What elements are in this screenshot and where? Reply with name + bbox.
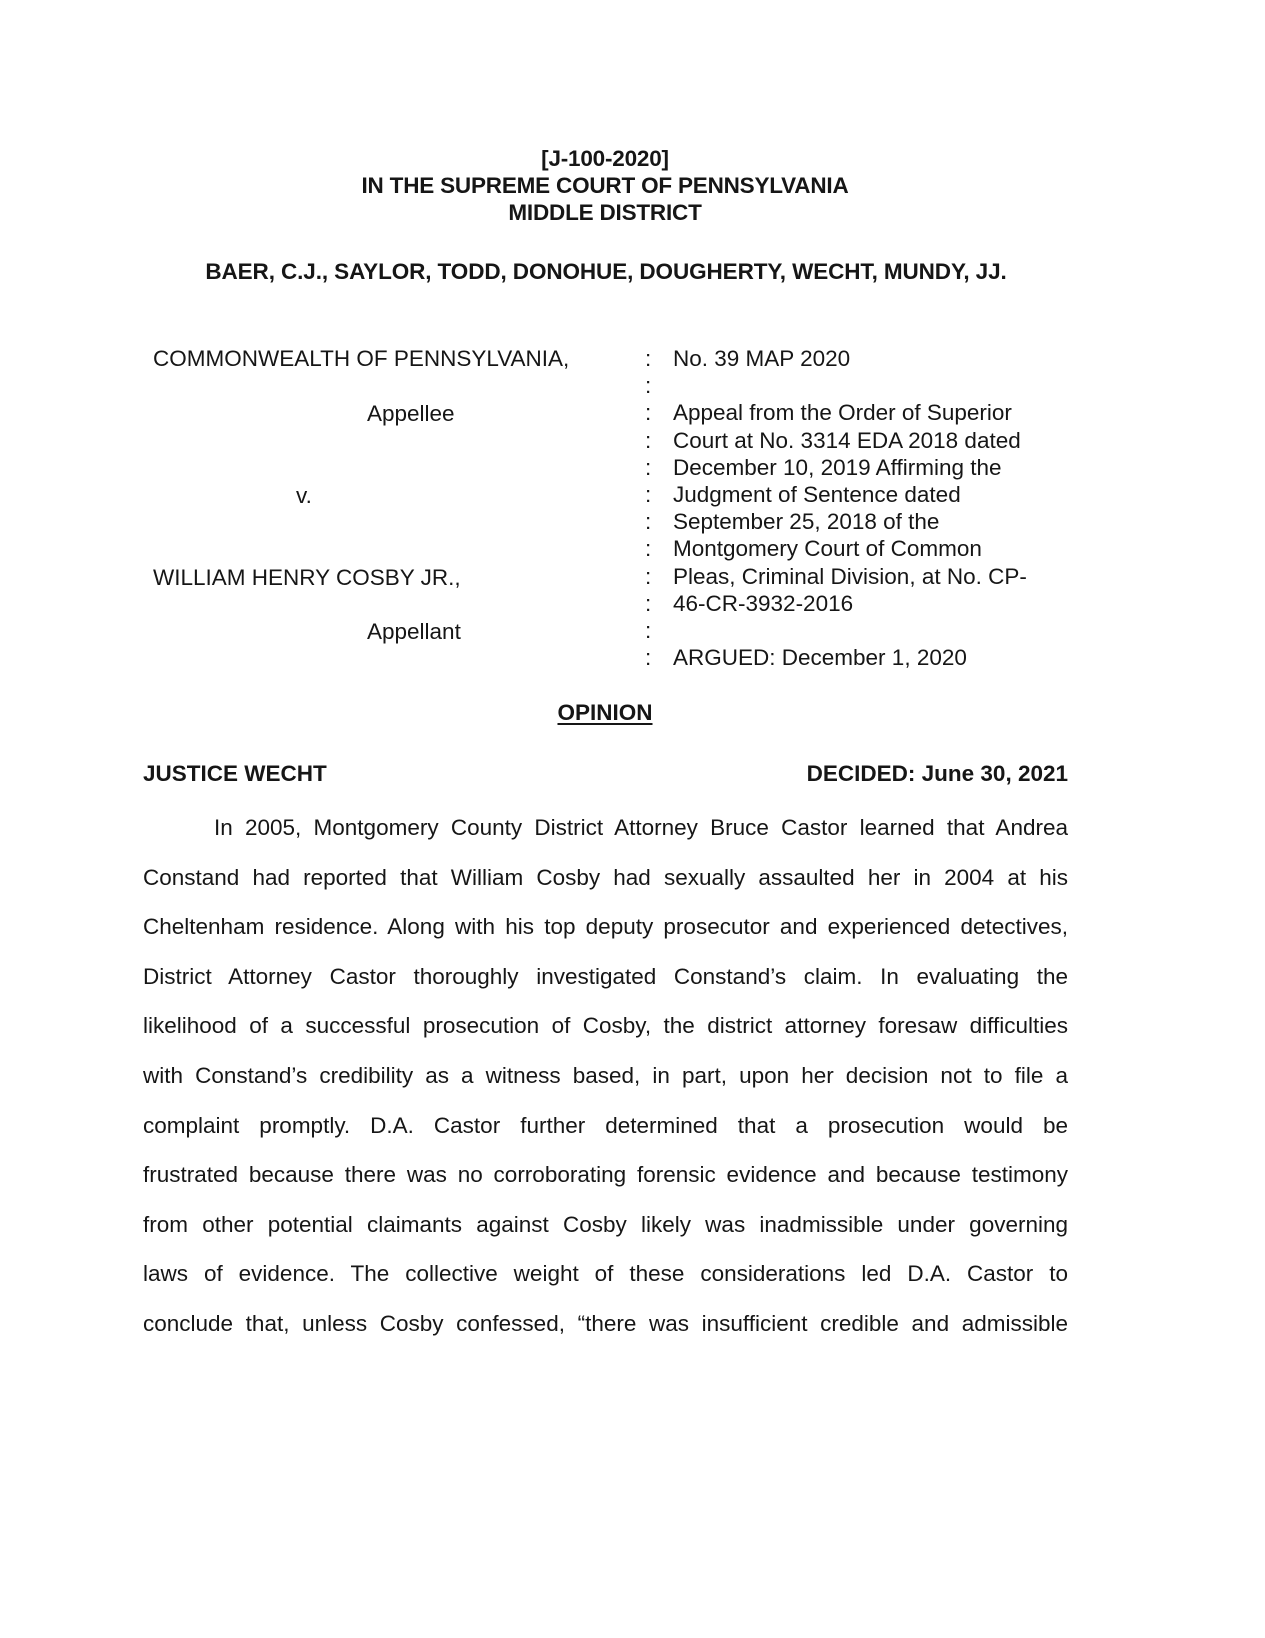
opinion-title: OPINION [557,700,653,725]
body-line: with Constand’s credibility as a witness based, in part, upon her decision not to file a [143,1062,1068,1088]
colon: : [645,563,652,589]
court-name: IN THE SUPREME COURT OF PENNSYLVANIA [361,173,849,198]
case-detail-line: December 10, 2019 Affirming the [673,454,1002,480]
case-number: No. 39 MAP 2020 [673,346,851,371]
body-line: Constand had reported that William Cosby had sexually assaulted her in 2004 at his [143,864,1068,890]
colon: : [645,509,652,535]
body-line: In 2005, Montgomery County District Attorney Bruce Castor learned that Andrea [214,815,1068,840]
case-details [673,345,1093,671]
opinion-author: JUSTICE WECHT [143,761,327,786]
opinion-byline [143,761,1068,787]
body-line: laws of evidence. The collective weight of these considerations led D.A. Castor to [143,1261,1068,1287]
colon: : [645,400,652,426]
colon: : [645,454,652,480]
body-line: complaint promptly. D.A. Castor further determined that a prosecution would be [143,1112,1068,1138]
appellee-role: Appellee [367,401,455,426]
body-line: from other potential claimants against Cosby likely was inadmissible under governing [143,1211,1068,1237]
case-detail-line: Appeal from the Order of Superior [673,400,1012,426]
colon: : [645,617,652,643]
bench-justices: BAER, C.J., SAYLOR, TODD, DONOHUE, DOUGHERTY, WECHT, MUNDY, JJ. [205,259,1007,284]
colon: : [645,346,652,371]
decided-date: DECIDED: June 30, 2021 [806,761,1068,786]
body-line: District Attorney Castor thoroughly investigated Constand’s claim. In evaluating the [143,963,1068,989]
body-line: likelihood of a successful prosecution of Cosby, the district attorney foresaw difficulties [143,1013,1068,1039]
colon: : [645,481,652,507]
case-detail-line: 46-CR-3932-2016 [673,590,854,616]
docket-tag: [J-100-2020] [541,146,669,171]
body-line: Cheltenham residence. Along with his top deputy prosecutor and experienced detectives, [143,914,1068,940]
body-line: frustrated because there was no corroborating forensic evidence and because testimony [143,1162,1068,1188]
colon: : [645,590,652,616]
case-detail-line: Montgomery Court of Common [673,536,982,562]
opinion-heading [0,700,1210,726]
opinion-body [143,803,1068,1349]
appellant-name: WILLIAM HENRY COSBY JR., [153,565,461,590]
versus-label: v. [296,483,312,508]
colon: : [645,645,652,671]
appellant-role: Appellant [367,619,461,644]
case-detail-line: Pleas, Criminal Division, at No. CP- [673,563,1027,589]
colon: : [645,536,652,562]
case-detail-line: Judgment of Sentence dated [673,481,961,507]
argued-date: ARGUED: December 1, 2020 [673,645,967,671]
case-detail-blank [673,617,1093,644]
case-detail-line: September 25, 2018 of the [673,509,940,535]
case-detail-line: Court at No. 3314 EDA 2018 dated [673,427,1021,453]
colon: : [645,373,652,399]
appellee-name: COMMONWEALTH OF PENNSYLVANIA, [153,346,570,371]
colon: : [645,427,652,453]
district-name: MIDDLE DISTRICT [508,200,702,225]
case-detail-blank [673,372,1093,399]
caption-colon-column [645,345,657,671]
body-line: conclude that, unless Cosby confessed, “there was insufficient credible and admissible [143,1310,1068,1336]
